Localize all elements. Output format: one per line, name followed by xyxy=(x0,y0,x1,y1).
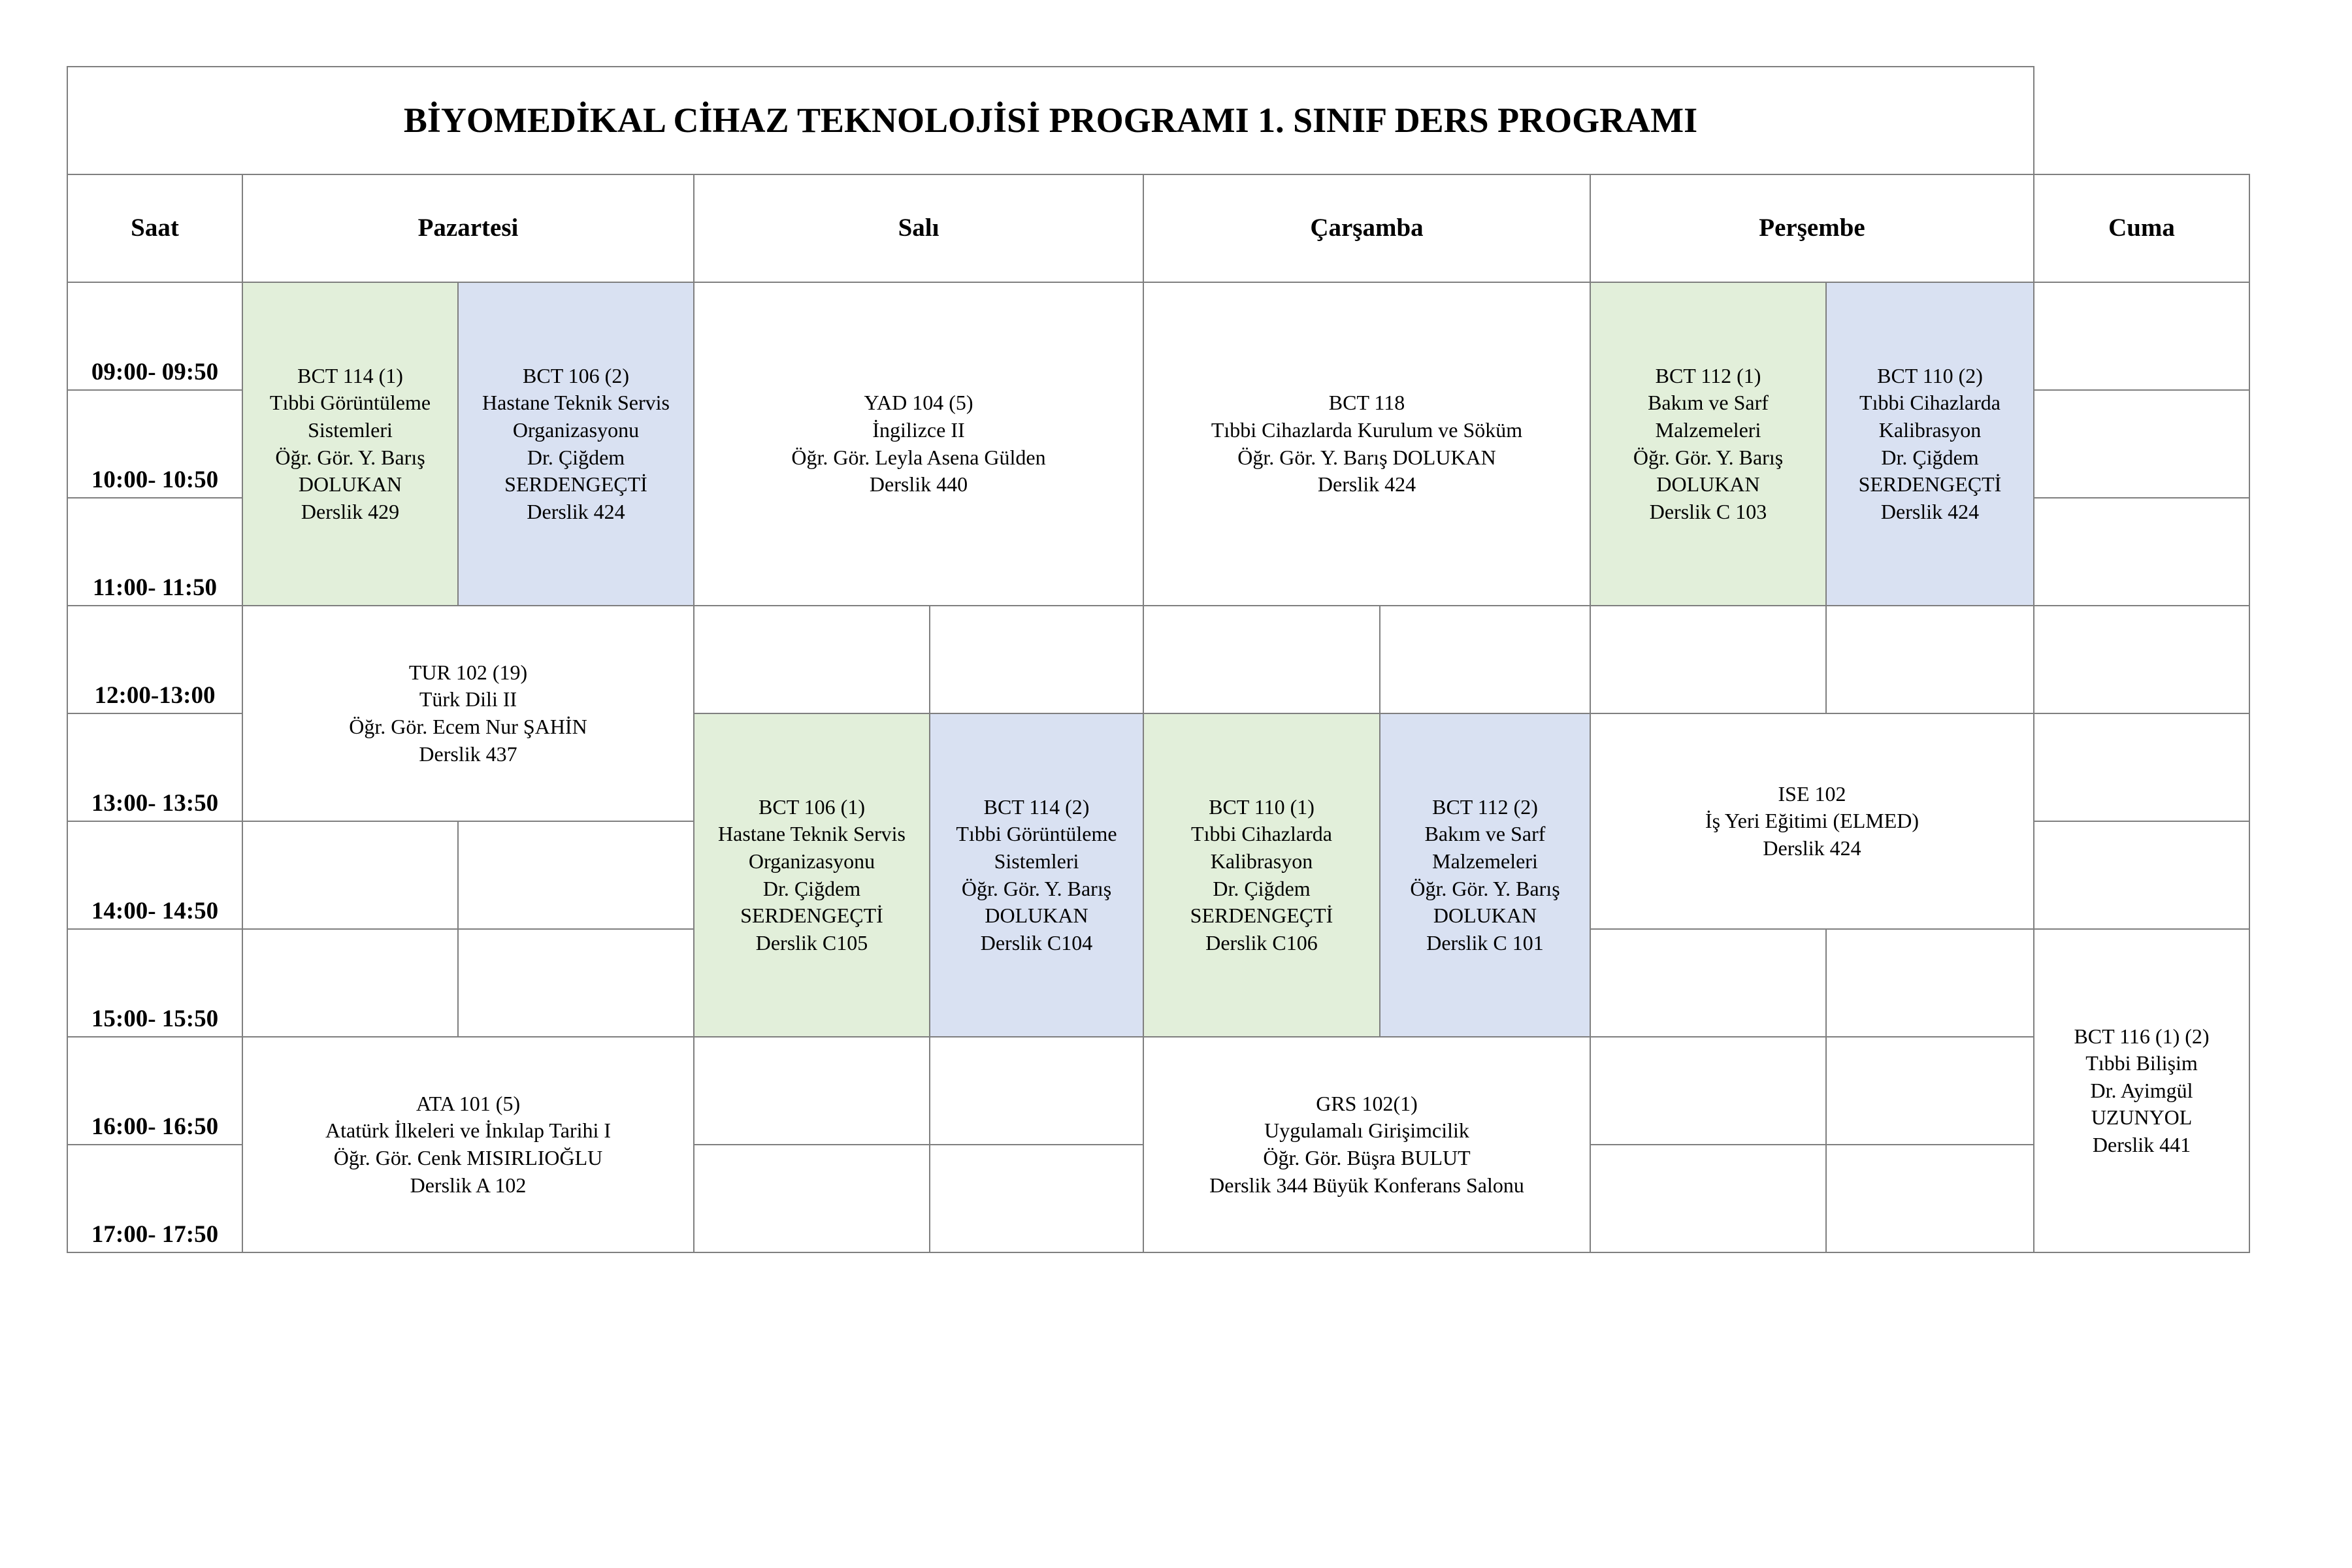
course-line: DOLUKAN xyxy=(985,904,1088,928)
empty-cell xyxy=(242,821,458,929)
course-line: Derslik 424 xyxy=(1763,836,1861,860)
time-slot: 13:00- 13:50 xyxy=(67,713,242,821)
course-line: Atatürk İlkeleri ve İnkılap Tarihi I xyxy=(325,1119,611,1143)
course-line: Öğr. Gör. Y. Barış xyxy=(275,445,425,469)
course-line: Dr. Çiğdem xyxy=(1881,445,1979,469)
course-line: Derslik 344 Büyük Konferans Salonu xyxy=(1209,1173,1524,1197)
course-line: Organizasyonu xyxy=(512,417,640,442)
course-line: Dr. Çiğdem xyxy=(527,445,625,469)
course-line: SERDENGEÇTİ xyxy=(504,472,647,497)
empty-cell xyxy=(1590,606,1826,713)
empty-cell xyxy=(2034,606,2249,713)
course-cell[interactable] xyxy=(2034,929,2249,1252)
course-line: Bakım ve Sarf xyxy=(1424,822,1546,846)
course-line: Kalibrasyon xyxy=(1878,417,1982,442)
empty-cell xyxy=(458,929,694,1037)
header-carsamba: Çarşamba xyxy=(1143,174,1590,282)
time-slot: 11:00- 11:50 xyxy=(67,498,242,606)
course-line: Derslik A 102 xyxy=(410,1173,527,1197)
course-cell[interactable] xyxy=(1590,713,2034,929)
course-line: UZUNYOL xyxy=(2091,1105,2193,1130)
empty-cell xyxy=(242,929,458,1037)
course-line: DOLUKAN xyxy=(1656,472,1760,497)
course-line: Kalibrasyon xyxy=(1210,849,1313,873)
course-line: Tıbbi Cihazlarda xyxy=(1859,391,2001,415)
course-line: Derslik C106 xyxy=(1205,930,1318,955)
time-slot: 10:00- 10:50 xyxy=(67,390,242,498)
course-line: Malzemeleri xyxy=(1432,849,1538,873)
empty-cell xyxy=(1826,929,2034,1037)
time-slot: 16:00- 16:50 xyxy=(67,1037,242,1145)
empty-cell xyxy=(1826,1037,2034,1145)
time-slot: 09:00- 09:50 xyxy=(67,282,242,390)
course-line: Tıbbi Görüntüleme xyxy=(269,391,431,415)
time-slot: 14:00- 14:50 xyxy=(67,821,242,929)
page-title: BİYOMEDİKAL CİHAZ TEKNOLOJİSİ PROGRAMI 1. SINIF DERS PROGRAMI xyxy=(67,67,2034,174)
header-saat: Saat xyxy=(67,174,242,282)
course-line: Malzemeleri xyxy=(1655,417,1761,442)
empty-cell xyxy=(2034,390,2249,498)
course-line: Hastane Teknik Servis xyxy=(718,822,906,846)
course-line: Derslik C104 xyxy=(980,930,1093,955)
course-line: Derslik C105 xyxy=(755,930,868,955)
course-line: Öğr. Gör. Büşra BULUT xyxy=(1263,1146,1471,1169)
course-cell[interactable] xyxy=(1143,713,1380,1037)
course-code: BCT 116 (1) (2) xyxy=(2074,1024,2210,1048)
empty-cell xyxy=(1143,606,1380,713)
header-persembe: Perşembe xyxy=(1590,174,2034,282)
course-line: Bakım ve Sarf xyxy=(1648,391,1769,415)
course-line: Derslik 440 xyxy=(869,472,968,497)
empty-cell xyxy=(2034,282,2249,390)
course-line: Derslik 424 xyxy=(1880,499,1980,523)
course-cell[interactable] xyxy=(242,1037,694,1252)
course-code: YAD 104 (5) xyxy=(864,391,973,415)
course-line: Derslik 429 xyxy=(301,499,400,523)
course-line: Öğr. Gör. Y. Barış xyxy=(961,876,1112,900)
course-cell[interactable] xyxy=(694,282,1143,606)
course-line: Öğr. Gör. Y. Barış xyxy=(1633,445,1784,469)
empty-cell xyxy=(930,1145,1143,1252)
course-cell[interactable] xyxy=(242,606,694,821)
course-code: ATA 101 (5) xyxy=(416,1091,521,1115)
course-line: İngilizce II xyxy=(872,417,965,442)
course-line: Öğr. Gör. Ecem Nur ŞAHİN xyxy=(349,715,587,738)
course-line: SERDENGEÇTİ xyxy=(1190,904,1333,928)
empty-cell xyxy=(694,1037,930,1145)
empty-cell xyxy=(1590,1145,1826,1252)
course-cell[interactable] xyxy=(1143,282,1590,606)
time-slot: 15:00- 15:50 xyxy=(67,929,242,1037)
empty-cell xyxy=(694,606,930,713)
course-line: Dr. Ayimgül xyxy=(2090,1078,2193,1102)
empty-cell xyxy=(930,606,1143,713)
course-code: BCT 110 (1) xyxy=(1209,794,1315,819)
course-line: Derslik C 103 xyxy=(1649,499,1767,523)
empty-cell xyxy=(1826,1145,2034,1252)
empty-cell xyxy=(2034,498,2249,606)
course-line: Sistemleri xyxy=(308,417,393,442)
course-code: BCT 106 (1) xyxy=(759,794,865,819)
header-cuma: Cuma xyxy=(2034,174,2249,282)
course-code: BCT 114 (2) xyxy=(983,794,1090,819)
course-cell[interactable] xyxy=(242,282,458,606)
course-line: Öğr. Gör. Leyla Asena Gülden xyxy=(791,445,1046,469)
course-code: BCT 106 (2) xyxy=(523,363,629,387)
course-line: Öğr. Gör. Cenk MISIRLIOĞLU xyxy=(333,1146,603,1169)
course-code: BCT 114 (1) xyxy=(297,363,403,387)
course-line: Dr. Çiğdem xyxy=(762,876,861,900)
course-cell[interactable] xyxy=(694,713,930,1037)
schedule-table xyxy=(67,66,2250,1253)
course-line: Uygulamalı Girişimcilik xyxy=(1264,1119,1469,1143)
course-cell[interactable] xyxy=(1143,1037,1590,1252)
course-line: Öğr. Gör. Y. Barış xyxy=(1410,876,1560,900)
course-line: Derslik 437 xyxy=(419,742,517,766)
course-line: Hastane Teknik Servis xyxy=(482,391,670,415)
course-line: Derslik 424 xyxy=(1317,472,1416,497)
course-line: Tıbbi Bilişim xyxy=(2085,1051,2198,1075)
empty-cell xyxy=(1826,606,2034,713)
course-line: DOLUKAN xyxy=(1433,904,1537,928)
course-line: Tıbbi Cihazlarda Kurulum ve Söküm xyxy=(1211,417,1523,442)
course-line: İş Yeri Eğitimi (ELMED) xyxy=(1705,809,1919,833)
time-slot: 17:00- 17:50 xyxy=(67,1145,242,1252)
course-line: Dr. Çiğdem xyxy=(1213,876,1311,900)
header-sali: Salı xyxy=(694,174,1143,282)
course-cell[interactable] xyxy=(1590,282,1826,606)
empty-cell xyxy=(694,1145,930,1252)
empty-cell xyxy=(930,1037,1143,1145)
empty-cell xyxy=(2034,713,2249,821)
course-line: SERDENGEÇTİ xyxy=(1858,472,2002,497)
course-code: ISE 102 xyxy=(1778,781,1846,806)
course-line: Tıbbi Cihazlarda xyxy=(1191,822,1332,846)
course-line: Derslik 441 xyxy=(2092,1132,2191,1156)
empty-cell xyxy=(1380,606,1590,713)
course-code: BCT 112 (1) xyxy=(1655,363,1761,387)
course-line: Tıbbi Görüntüleme xyxy=(956,822,1117,846)
course-cell[interactable] xyxy=(1380,713,1590,1037)
course-cell[interactable] xyxy=(930,713,1143,1037)
course-code: BCT 112 (2) xyxy=(1432,794,1538,819)
course-code: GRS 102(1) xyxy=(1316,1091,1418,1115)
course-cell[interactable] xyxy=(1826,282,2034,606)
empty-cell xyxy=(1590,1037,1826,1145)
course-code: TUR 102 (19) xyxy=(408,660,528,684)
course-line: Derslik C 101 xyxy=(1426,930,1544,955)
empty-cell xyxy=(1590,929,1826,1037)
time-slot: 12:00-13:00 xyxy=(67,606,242,713)
course-line: Organizasyonu xyxy=(748,849,875,873)
course-code: BCT 110 (2) xyxy=(1877,363,1983,387)
course-line: SERDENGEÇTİ xyxy=(740,904,883,928)
header-pazartesi: Pazartesi xyxy=(242,174,694,282)
course-cell[interactable] xyxy=(458,282,694,606)
course-line: Öğr. Gör. Y. Barış DOLUKAN xyxy=(1237,445,1496,469)
course-line: Sistemleri xyxy=(994,849,1079,873)
course-line: Türk Dili II xyxy=(419,687,517,711)
course-line: Derslik 424 xyxy=(527,499,625,523)
empty-cell xyxy=(2034,821,2249,929)
course-line: DOLUKAN xyxy=(298,472,402,497)
course-code: BCT 118 xyxy=(1328,391,1405,415)
empty-cell xyxy=(458,821,694,929)
